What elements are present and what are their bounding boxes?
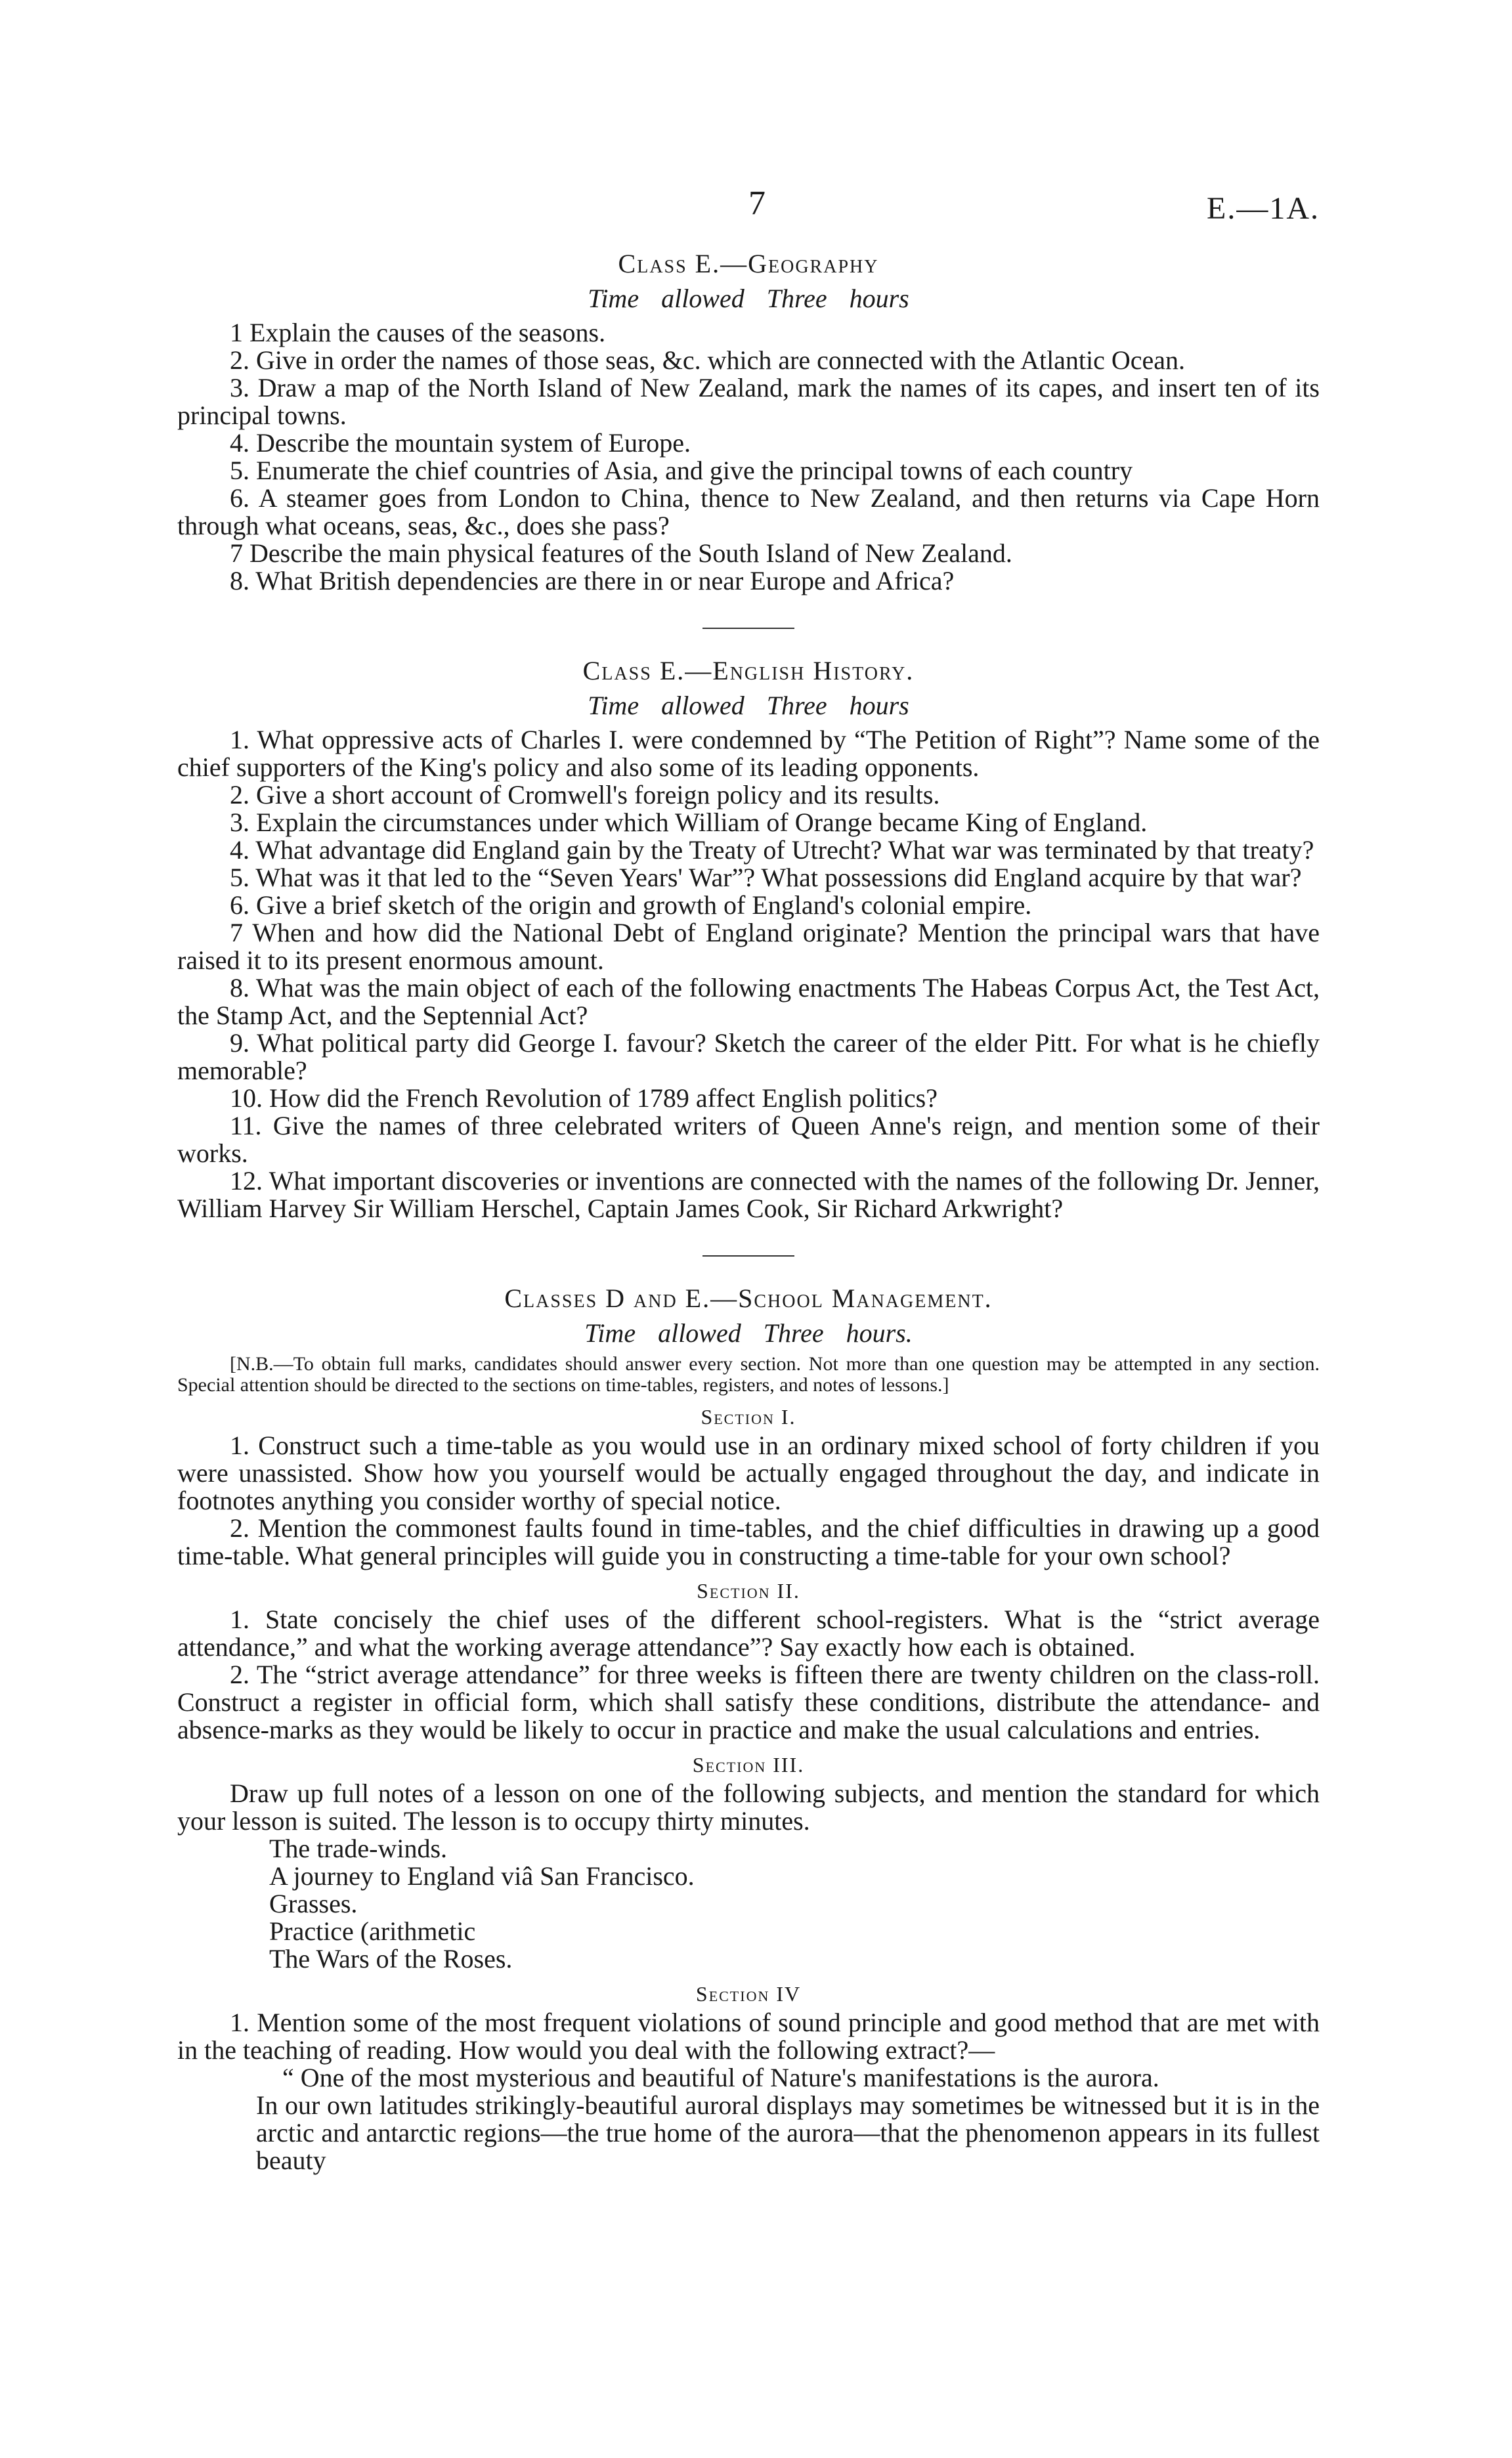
question: 1 Explain the causes of the seasons. xyxy=(230,318,606,347)
history-title: Class E.—English History. xyxy=(582,656,915,685)
question: 4. What advantage did England gain by the Treaty of Utrecht? What war was terminated by that treaty? xyxy=(230,835,1314,865)
section-heading: Section I. xyxy=(701,1405,796,1429)
question: 7 Describe the main physical features of the South Island of New Zealand. xyxy=(230,538,1012,568)
question: 8. What British dependencies are there in or near Europe and Africa? xyxy=(230,566,955,595)
question: 6. A steamer goes from London to China, thence to New Zealand, and then returns via Cape Horn through what oceans, seas, &c., does she pass? xyxy=(177,483,1320,540)
history-section xyxy=(177,655,1320,1222)
section-heading: Section II. xyxy=(697,1579,800,1603)
question: 8. What was the main object of each of the following enactments The Habeas Corpus Act, the Test Act, the Stamp Act, and the Septennial Act? xyxy=(177,973,1320,1030)
page-number: 7 xyxy=(748,184,766,222)
list-item: Practice (arithmetic xyxy=(269,1916,476,1946)
subject-list xyxy=(177,1835,1320,1973)
question: 11. Give the names of three celebrated writers of Queen Anne's reign, and mention some of their works. xyxy=(177,1111,1320,1168)
quoted-extract: “ One of the most mysterious and beautiful of Nature's manifestations is the aurora. xyxy=(282,2063,1159,2092)
question: 2. Mention the commonest faults found in time-tables, and the chief difficulties in drawing up a good time-table. What general principles will guide you in constructing a time-table for your own school? xyxy=(177,1513,1320,1570)
history-time: Time allowed Three hours xyxy=(588,691,909,720)
section-heading: Section III. xyxy=(692,1753,805,1777)
list-item: A journey to England viâ San Francisco. xyxy=(269,1861,695,1891)
question: Draw up full notes of a lesson on one of the following subjects, and mention the standard for which your lesson is suited. The lesson is to occupy thirty minutes. xyxy=(177,1779,1320,1836)
question: 1. Mention some of the most frequent violations of sound principle and good method that are met with in the teaching of reading. How would you deal with the following extract?— xyxy=(177,2008,1320,2065)
quoted-extract: In our own latitudes strikingly-beautiful auroral displays may sometimes be witnessed but it is in the arctic and antarctic regions—the true home of the aurora—that the phenomenon appears in its fullest beauty xyxy=(256,2090,1320,2175)
question: 5. What was it that led to the “Seven Years' War”? What possessions did England acquire by that war? xyxy=(230,863,1302,892)
question: 4. Describe the mountain system of Europe. xyxy=(230,428,691,458)
section-heading: Section IV xyxy=(695,1982,802,2006)
question: 1. What oppressive acts of Charles I. were condemned by “The Petition of Right”? Name some of the chief supporters of the King's policy and also some of its leading opponents. xyxy=(177,725,1320,782)
page-header xyxy=(177,184,1320,243)
document-code: E.—1A. xyxy=(1207,191,1320,226)
question: 6. Give a brief sketch of the origin and growth of England's colonial empire. xyxy=(230,890,1032,920)
document-page xyxy=(177,184,1320,2174)
list-item: The trade-winds. xyxy=(269,1834,448,1863)
list-item: Grasses. xyxy=(269,1889,358,1918)
question: 5. Enumerate the chief countries of Asia, and give the principal towns of each country xyxy=(230,456,1133,485)
management-title: Classes D and E.—School Management. xyxy=(504,1283,993,1313)
question: 2. Give in order the names of those seas, &c. which are connected with the Atlantic Ocean. xyxy=(230,345,1186,375)
question: 9. What political party did George I. favour? Sketch the career of the elder Pitt. For what is he chiefly memorable? xyxy=(177,1028,1320,1085)
question: 2. The “strict average attendance” for three weeks is fifteen there are twenty children on the class-roll. Construct a register in official form, which shall satisfy these conditions, distribute the attendance- and absence-marks as they would be likely to occur in practice and make the usual calculations and entries. xyxy=(177,1660,1320,1744)
question: 12. What important discoveries or inventions are connected with the names of the following Dr. Jenner, William Harvey Sir William Herschel, Captain James Cook, Sir Richard Arkwright? xyxy=(177,1166,1320,1223)
question: 3. Explain the circumstances under which William of Orange became King of England. xyxy=(230,808,1148,837)
section-divider xyxy=(702,628,794,629)
question: 1. Construct such a time-table as you would use in an ordinary mixed school of forty children if you were unassisted. Show how you yourself would be actually engaged throughout the day, and indicate in footnotes anything you consider worthy of special notice. xyxy=(177,1431,1320,1515)
question: 1. State concisely the chief uses of the different school-registers. What is the “strict average attendance,” and what the working average attendance”? Say exactly how each is obtained. xyxy=(177,1605,1320,1662)
list-item: The Wars of the Roses. xyxy=(269,1944,513,1973)
management-time: Time allowed Three hours. xyxy=(584,1318,913,1348)
question: 3. Draw a map of the North Island of New Zealand, mark the names of its capes, and insert ten of its principal towns. xyxy=(177,373,1320,430)
geography-time: Time allowed Three hours xyxy=(588,284,909,313)
instructions-note: [N.B.—To obtain full marks, candidates should answer every section. Not more than one question may be attempted in any section. Special attention should be directed to the sections on time-tables, registers, and notes of lessons.] xyxy=(177,1353,1320,1396)
section-divider xyxy=(702,1255,794,1257)
geography-title: Class E.—Geography xyxy=(618,249,879,278)
management-section xyxy=(177,1283,1320,2174)
question: 10. How did the French Revolution of 1789 affect English politics? xyxy=(230,1083,938,1113)
geography-section xyxy=(177,248,1320,595)
question: 7 When and how did the National Debt of England originate? Mention the principal wars that have raised it to its present enormous amount. xyxy=(177,918,1320,975)
question: 2. Give a short account of Cromwell's foreign policy and its results. xyxy=(230,780,940,809)
